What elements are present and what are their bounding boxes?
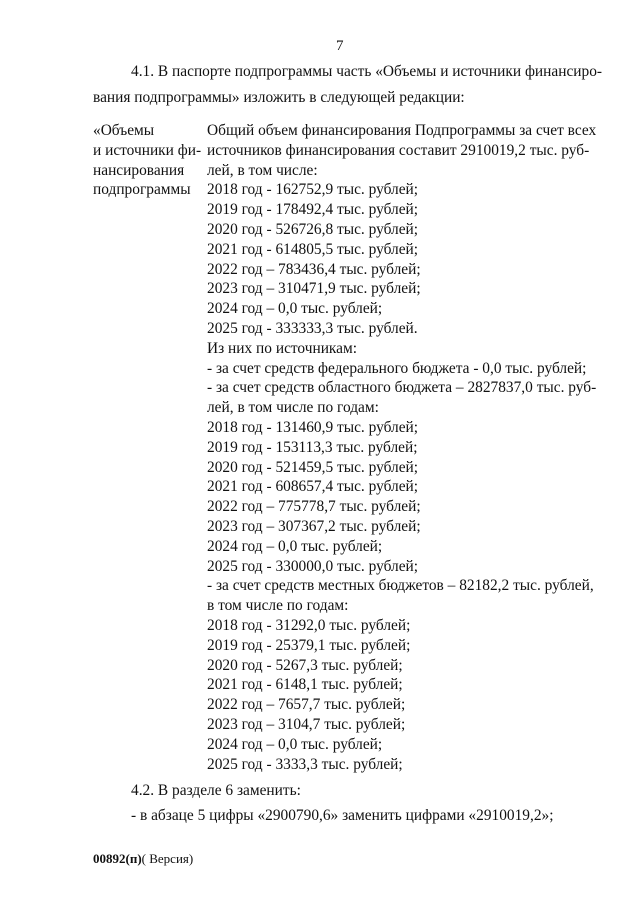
intro-line-1: 4.1. В паспорте подпрограммы часть «Объемы и источники финансиро-	[131, 63, 603, 80]
passport-value-line: лей, в том числе:	[207, 161, 318, 179]
passport-value-line: 2022 год – 7657,7 тыс. рублей;	[207, 696, 406, 714]
passport-value-line: 2018 год - 31292,0 тыс. рублей;	[207, 616, 411, 634]
passport-value-line: 2019 год - 25379,1 тыс. рублей;	[207, 636, 411, 654]
passport-value-line: 2024 год – 0,0 тыс. рублей;	[207, 537, 383, 555]
passport-value-line: в том числе по годам:	[207, 597, 349, 615]
passport-value-line: 2020 год - 521459,5 тыс. рублей;	[207, 458, 419, 476]
passport-value-line: 2021 год - 614805,5 тыс. рублей;	[207, 240, 419, 258]
passport-value-line: 2024 год – 0,0 тыс. рублей;	[207, 735, 383, 753]
passport-value-line: источников финансирования составит 2910019,2 тыс. руб-	[207, 141, 590, 159]
passport-value-line: 2021 год - 6148,1 тыс. рублей;	[207, 676, 403, 694]
passport-value-line: 2025 год - 3333,3 тыс. рублей;	[207, 755, 403, 773]
passport-value-line: 2018 год - 131460,9 тыс. рублей;	[207, 418, 419, 436]
passport-value-column	[207, 121, 597, 774]
passport-value-line: - за счет средств областного бюджета – 2827837,0 тыс. руб-	[207, 379, 597, 397]
passport-value-line: 2023 год – 3104,7 тыс. рублей;	[207, 715, 406, 733]
passport-value-line: 2020 год - 526726,8 тыс. рублей;	[207, 220, 419, 238]
document-code: 00892(п)	[93, 851, 142, 866]
passport-value-line: - за счет средств федерального бюджета - 0,0 тыс. рублей;	[207, 359, 587, 377]
passport-label-line: «Объемы	[93, 122, 155, 139]
passport-value-line: 2022 год – 775778,7 тыс. рублей;	[207, 498, 421, 516]
passport-value-line: 2021 год - 608657,4 тыс. рублей;	[207, 478, 419, 496]
passport-value-line: 2019 год - 178492,4 тыс. рублей;	[207, 201, 419, 219]
passport-value-line: Общий объем финансирования Подпрограммы за счет всех	[207, 122, 597, 139]
passport-label-column	[93, 121, 208, 200]
document-version: ( Версия)	[141, 851, 194, 866]
document-footer	[93, 851, 193, 867]
passport-value-line: - за счет средств местных бюджетов – 82182,2 тыс. рублей,	[207, 577, 594, 595]
page-number: 7	[336, 38, 344, 54]
passport-value-line: 2020 год - 5267,3 тыс. рублей;	[207, 656, 403, 674]
passport-value-line: 2025 год - 333333,3 тыс. рублей.	[207, 319, 418, 337]
passport-label-line: подпрограммы	[93, 181, 191, 199]
passport-value-line: 2018 год - 162752,9 тыс. рублей;	[207, 181, 419, 199]
passport-value-line: лей, в том числе по годам:	[207, 399, 379, 417]
passport-value-line: Из них по источникам:	[207, 339, 358, 357]
passport-value-line: 2023 год – 310471,9 тыс. рублей;	[207, 280, 421, 298]
passport-value-line: 2023 год – 307367,2 тыс. рублей;	[207, 517, 421, 535]
passport-value-line: 2022 год – 783436,4 тыс. рублей;	[207, 260, 421, 278]
passport-label-line: и источники фи-	[93, 141, 202, 159]
passport-value-line: 2019 год - 153113,3 тыс. рублей;	[207, 438, 418, 456]
section-4-2-heading: 4.2. В разделе 6 заменить:	[131, 782, 301, 799]
intro-line-2: вания подпрограммы» изложить в следующей редакции:	[93, 89, 465, 106]
section-4-2-item: - в абзаце 5 цифры «2900790,6» заменить цифрами «2910019,2»;	[131, 807, 554, 824]
passport-value-line: 2024 год – 0,0 тыс. рублей;	[207, 300, 383, 318]
passport-label-line: нансирования	[93, 161, 185, 179]
intro-paragraph	[93, 62, 603, 108]
passport-value-line: 2025 год - 330000,0 тыс. рублей;	[207, 557, 419, 575]
